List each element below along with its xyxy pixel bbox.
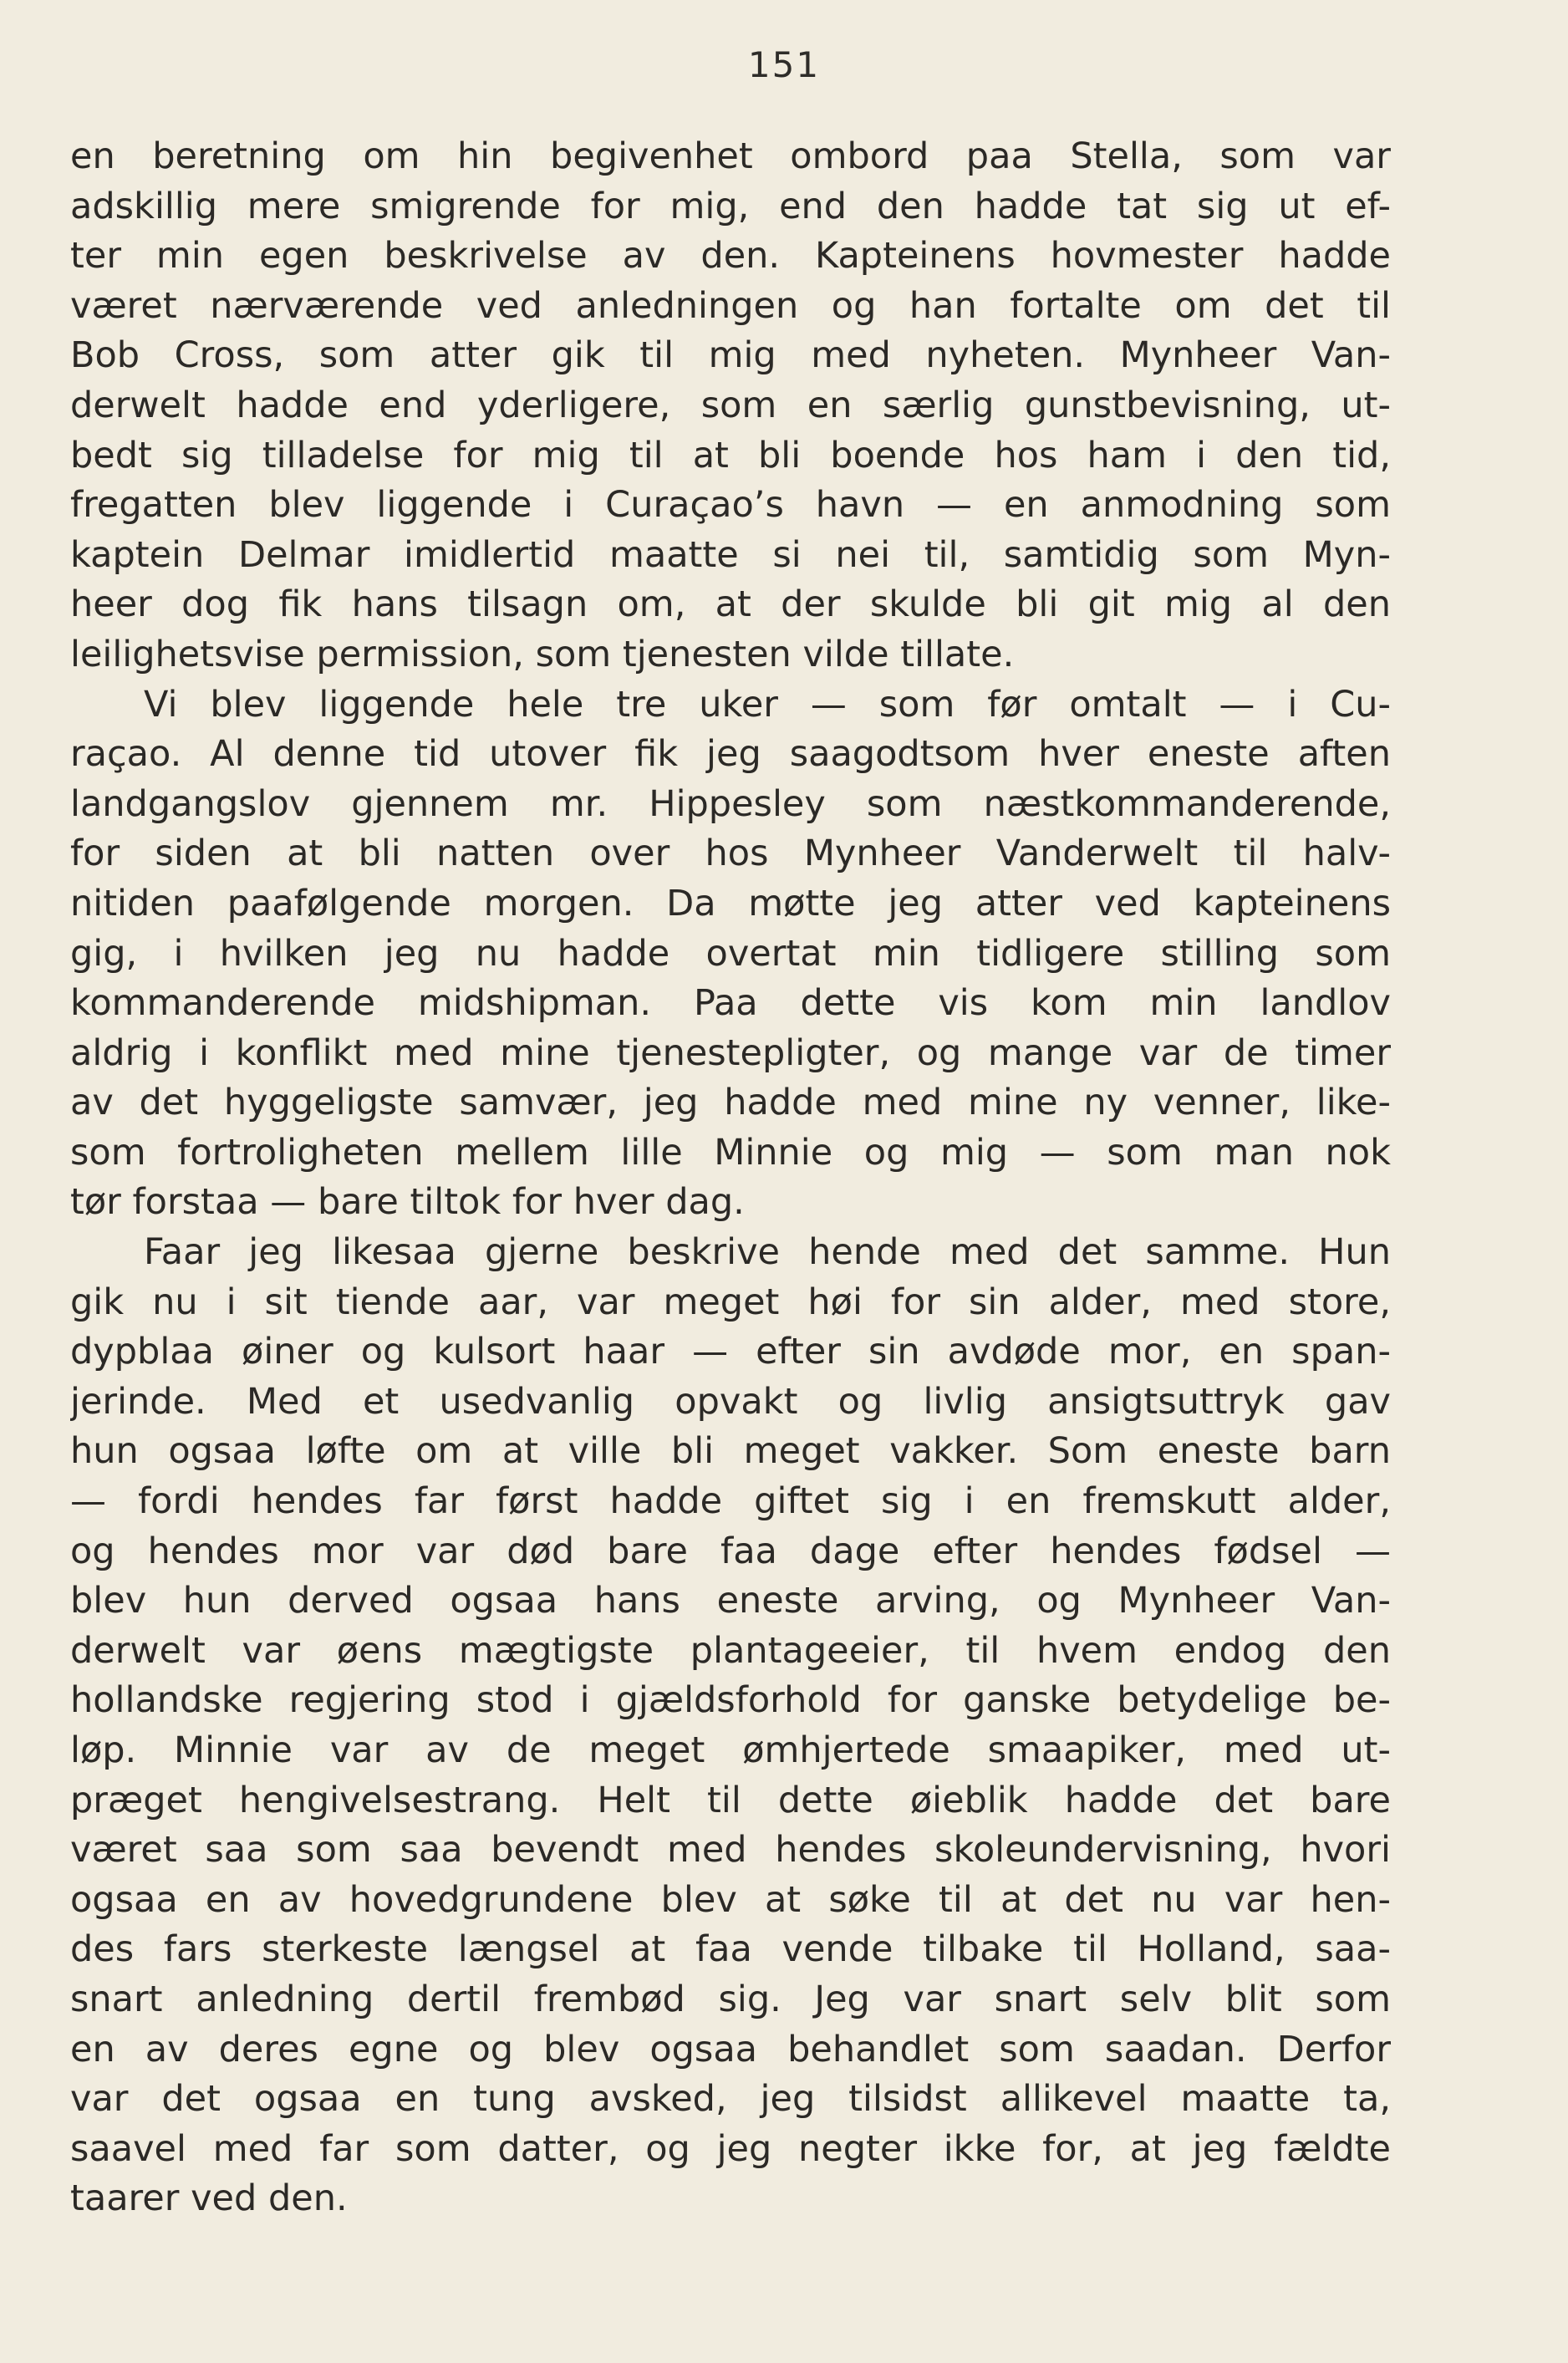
text-line: en beretning om hin begivenhet ombord paa Stella, som var (70, 135, 1391, 177)
text-line: Faar jeg likesaa gjerne beskrive hende med det samme. Hun (144, 1231, 1391, 1274)
text-line: derwelt var øens mægtigste plantageeier, til hvem endog den (70, 1629, 1391, 1672)
text-line: aldrig i konflikt med mine tjenestepligter, og mange var de timer (70, 1031, 1391, 1074)
text-line: derwelt hadde end yderligere, som en særlig gunstbevisning, ut- (70, 384, 1391, 426)
text-line: og hendes mor var død bare faa dage efter hendes fødsel — (70, 1530, 1391, 1572)
text-line: Vi blev liggende hele tre uker — som før omtalt — i Cu- (144, 683, 1391, 726)
text-line: for siden at bli natten over hos Mynheer Vanderwelt til halv- (70, 833, 1391, 875)
text-line: kaptein Delmar imidlertid maatte si nei til, samtidig som Myn- (70, 533, 1391, 576)
text-line: gik nu i sit tiende aar, var meget høi for sin alder, med store, (70, 1281, 1391, 1323)
text-line: som fortroligheten mellem lille Minnie og mig — som man nok (70, 1131, 1391, 1174)
text-line: tør forstaa — bare tiltok for hver dag. (70, 1181, 745, 1224)
text-line: en av deres egne og blev ogsaa behandlet som saadan. Derfor (70, 2028, 1391, 2070)
text-line: nitiden paafølgende morgen. Da møtte jeg atter ved kapteinens (70, 882, 1391, 924)
text-line: leilighetsvise permission, som tjenesten vilde tillate. (70, 633, 1015, 675)
text-line: kommanderende midshipman. Paa dette vis kom min landlov (70, 982, 1391, 1025)
text-line: adskillig mere smigrende for mig, end den hadde tat sig ut ef- (70, 185, 1391, 227)
text-line: des fars sterkeste længsel at faa vende tilbake til Holland, saa- (70, 1928, 1391, 1971)
text-line: raçao. Al denne tid utover fik jeg saagodtsom hver eneste aften (70, 733, 1391, 776)
text-line: Bob Cross, som atter gik til mig med nyheten. Mynheer Van- (70, 334, 1391, 377)
text-line: — fordi hendes far først hadde giftet sig i en fremskutt alder, (70, 1480, 1391, 1523)
text-line: været saa som saa bevendt med hendes skoleundervisning, hvori (70, 1829, 1391, 1872)
text-line: landgangslov gjennem mr. Hippesley som næstkommanderende, (70, 782, 1391, 825)
body-text (70, 132, 1391, 2224)
text-line: gig, i hvilken jeg nu hadde overtat min tidligere stilling som (70, 932, 1391, 975)
text-line: ogsaa en av hovedgrundene blev at søke til at det nu var hen- (70, 1878, 1391, 1921)
text-line: bedt sig tilladelse for mig til at bli boende hos ham i den tid, (70, 434, 1391, 476)
page-number: 151 (747, 44, 821, 85)
text-line: hun ogsaa løfte om at ville bli meget vakker. Som eneste barn (70, 1430, 1391, 1473)
text-line: jerinde. Med et usedvanlig opvakt og livlig ansigtsuttryk gav (70, 1380, 1391, 1423)
text-line: snart anledning dertil frembød sig. Jeg var snart selv blit som (70, 1978, 1391, 2020)
text-line: ter min egen beskrivelse av den. Kapteinens hovmester hadde (70, 235, 1391, 278)
text-line: hollandske regjering stod i gjældsforhold for ganske betydelige be- (70, 1679, 1391, 1722)
text-line: været nærværende ved anledningen og han fortalte om det til (70, 284, 1391, 327)
text-line: av det hyggeligste samvær, jeg hadde med mine ny venner, like- (70, 1082, 1391, 1124)
text-line: præget hengivelsestrang. Helt til dette øieblik hadde det bare (70, 1779, 1391, 1821)
text-line: fregatten blev liggende i Curaçao’s havn — en anmodning som (70, 484, 1391, 527)
text-line: saavel med far som datter, og jeg negter ikke for, at jeg fældte (70, 2127, 1391, 2170)
text-line: dypblaa øiner og kulsort haar — efter sin avdøde mor, en span- (70, 1331, 1391, 1373)
text-line: var det ogsaa en tung avsked, jeg tilsidst allikevel maatte ta, (70, 2078, 1391, 2121)
text-line: heer dog fik hans tilsagn om, at der skulde bli git mig al den (70, 583, 1391, 626)
text-line: løp. Minnie var av de meget ømhjertede smaapiker, med ut- (70, 1729, 1391, 1771)
text-line: taarer ved den. (70, 2177, 348, 2220)
text-line: blev hun derved ogsaa hans eneste arving, og Mynheer Van- (70, 1580, 1391, 1622)
